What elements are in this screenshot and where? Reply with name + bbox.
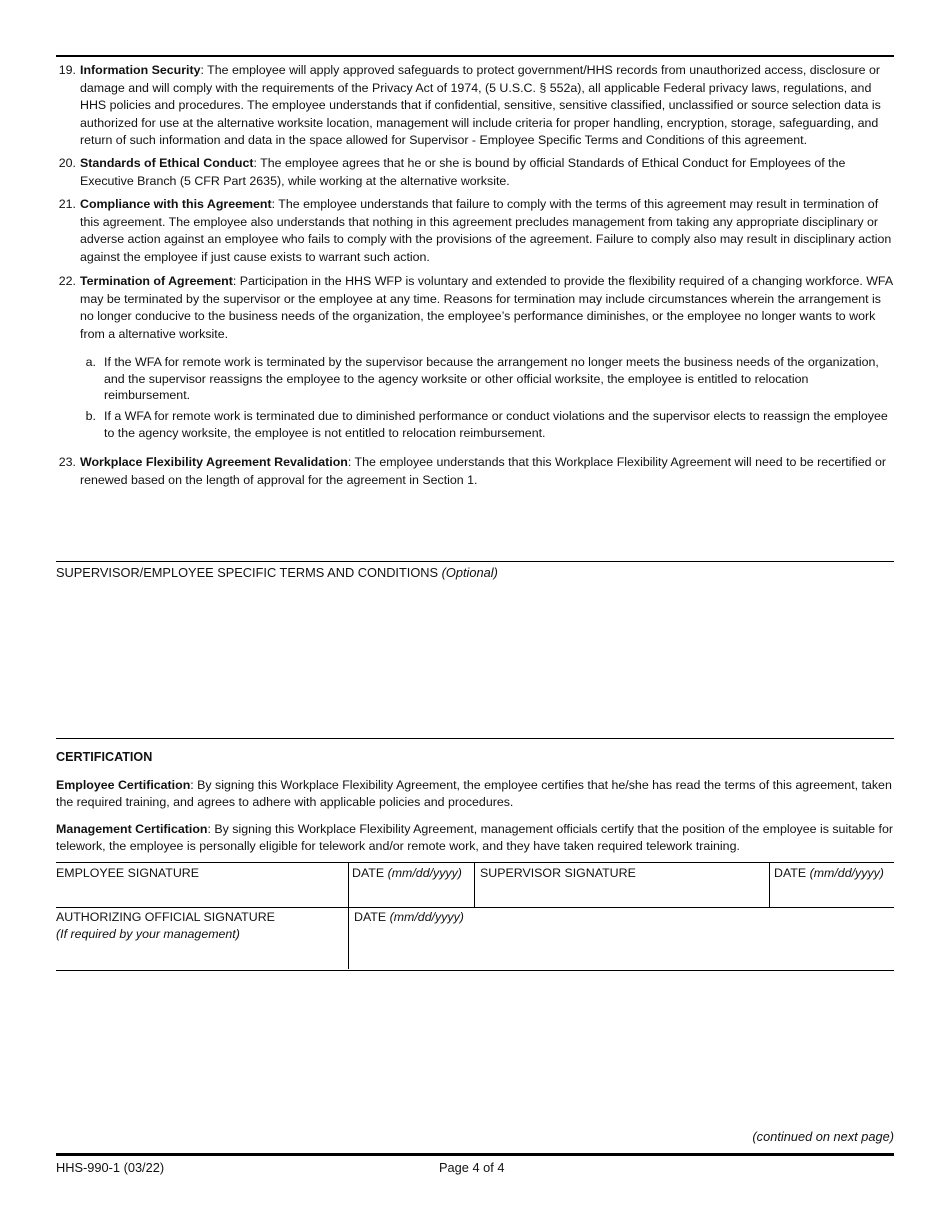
date-label: DATE [774,866,807,880]
terms-input-area[interactable] [56,584,894,734]
date-format: (mm/dd/yyyy) [387,866,462,880]
supervisor-date-field[interactable] [774,865,894,905]
employee-certification [56,777,894,811]
supervisor-signature-label: SUPERVISOR SIGNATURE [480,866,636,880]
footer-rule [56,1153,894,1156]
certification-rule [56,738,894,739]
sub-item-text: If a WFA for remote work is terminated due to diminished performance or conduct violations and the supervisor elects to reassign the employee to the agency worksite, the employee is not entitled to relocation reimbursement. [104,409,888,440]
item-title: Workplace Flexibility Agreement Revalidation [80,455,348,469]
item-number: 23. [58,455,76,469]
item-number: 21. [58,197,76,211]
continued-note: (continued on next page) [752,1129,894,1144]
employee-certification-title: Employee Certification [56,778,191,792]
sub-item-a [80,354,894,404]
item-title: Termination of Agreement [80,274,233,288]
list-item-19 [56,62,894,150]
date-format: (mm/dd/yyyy) [389,910,464,924]
date-format: (mm/dd/yyyy) [809,866,884,880]
item-number: 22. [58,274,76,288]
terms-label-text: SUPERVISOR/EMPLOYEE SPECIFIC TERMS AND CONDITIONS [56,565,439,580]
table-col-divider [769,863,770,907]
table-row-divider [56,907,894,908]
item-number: 20. [58,156,76,170]
supervisor-signature-field[interactable] [480,865,768,905]
authorizing-date-field[interactable] [354,909,594,967]
item-text: : The employee understands that failure to comply with the terms of this agreement may result in termination of this agreement. The employee also understands that nothing in this agreement precludes management from taking any appropriate disciplinary or adverse action against an employee who fails to comply with the provisions of the agreement. Failure to comply also may result in disciplinary action against the employee if just cause exists to warrant such action. [80,197,892,264]
item-text: : Participation in the HHS WFP is voluntary and extended to provide the flexibility required of a changing workforce. WFA may be terminated by the supervisor or the employee at any time. Reasons for termination may include circumstances wherein the arrangement is no longer conducive to the business needs of the organization, the employee’s performance diminishes, or the employee no longer wants to work from a alternative worksite. [80,274,893,341]
authorizing-signature-label: AUTHORIZING OFFICIAL SIGNATURE [56,910,275,924]
employee-certification-text: : By signing this Workplace Flexibility Agreement, the employee certifies that he/she has read the terms of this agreement, taken the required training, and agrees to adhere with applicable policies and procedures. [56,778,892,809]
item-title: Information Security [80,63,201,77]
signature-table [56,862,894,971]
terms-optional: (Optional) [441,565,498,580]
management-certification-title: Management Certification [56,822,208,836]
management-certification [56,821,894,855]
item-number: 19. [58,63,76,77]
date-label: DATE [354,910,387,924]
item-text: : The employee understands that this Workplace Flexibility Agreement will need to be recertified or renewed based on the length of approval for the agreement in Section 1. [80,455,886,487]
sub-item-letter: b. [85,409,96,423]
authorizing-signature-field[interactable] [56,909,346,967]
date-label: DATE [352,866,385,880]
table-col-divider [348,863,349,969]
list-item-21 [56,196,894,268]
item-title: Compliance with this Agreement [80,197,272,211]
item-title: Standards of Ethical Conduct [80,156,254,170]
top-rule [56,55,894,57]
terms-label [56,564,894,581]
table-col-divider [474,863,475,907]
employee-signature-label: EMPLOYEE SIGNATURE [56,866,199,880]
employee-signature-field[interactable] [56,865,346,905]
employee-date-field[interactable] [352,865,474,905]
item-text: : The employee agrees that he or she is bound by official Standards of Ethical Conduct for Employees of the Executive Branch (5 CFR Part 2635), while working at the alternative worksite. [80,156,846,188]
item-text: : The employee will apply approved safeguards to protect government/HHS records from unauthorized access, disclosure or damage and will comply with the requirements of the Privacy Act of 1974, (5 U.S.C. § 552a), all applicable Federal privacy laws, regulations, and HHS policies and procedures. The employee understands that if confidential, sensitive, sensitive classified, unclassified or source selection data is authorized for use at the alternative worksite location, management will include criteria for proper handling, encryption, storage, safeguarding, and return of such information and data in the space allowed for Supervisor - Employee Specific Terms and Conditions of this agreement. [80,63,881,147]
authorizing-note: (If required by your management) [56,927,240,941]
sub-item-text: If the WFA for remote work is terminated by the supervisor because the arrangement no longer meets the business needs of the organization, and the supervisor reassigns the employee to the agency worksite or other official worksite, the employee is entitled to relocation reimbursement. [104,355,879,402]
terms-rule [56,561,894,562]
sub-item-letter: a. [85,355,96,369]
list-item-20 [56,155,894,191]
sub-item-b [80,408,894,444]
management-certification-text: : By signing this Workplace Flexibility Agreement, management officials certify that the position of the employee is suitable for telework, the employee is personally eligible for telework and/or remote work, and they have taken required telework training. [56,822,893,853]
page-number: Page 4 of 4 [439,1160,505,1175]
form-id: HHS-990-1 (03/22) [56,1160,165,1175]
list-item-22 [56,273,894,345]
list-item-23 [56,454,894,490]
certification-heading: CERTIFICATION [56,750,153,764]
